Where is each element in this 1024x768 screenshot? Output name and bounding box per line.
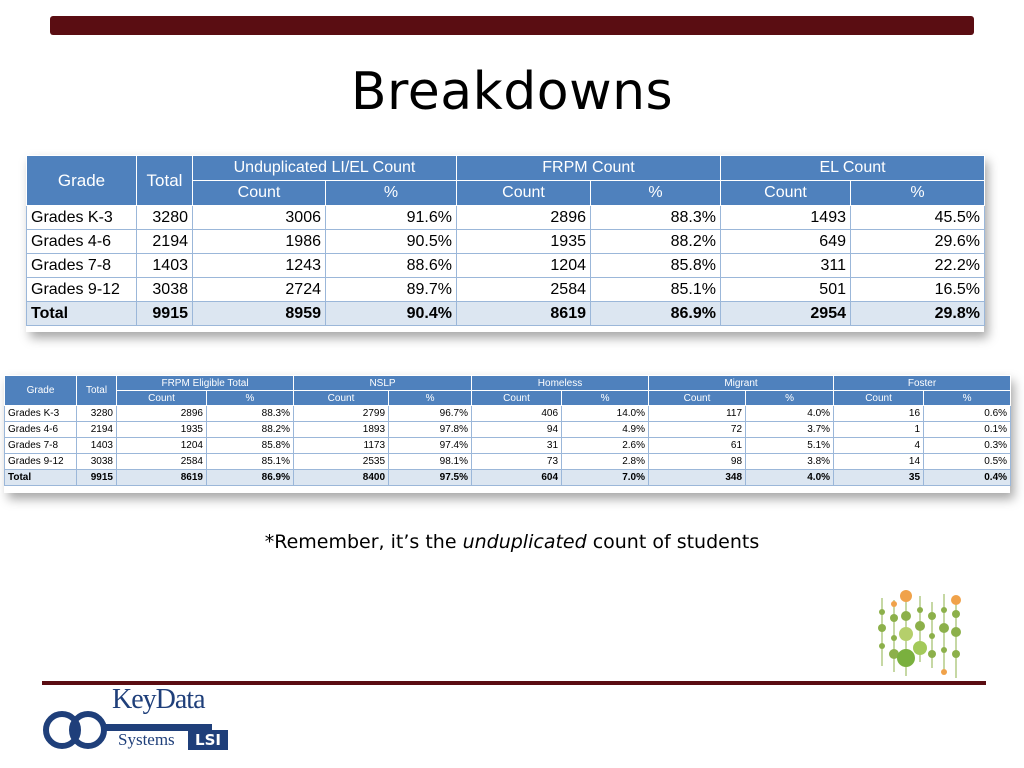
table-cell: 1 [834,422,924,438]
table-row [5,454,1011,470]
row-label-cell: Grades K-3 [27,206,137,230]
table-cell: 1243 [193,254,326,278]
table-cell: 85.8% [591,254,721,278]
table-cell: 117 [649,406,746,422]
table-cell: 0.4% [924,470,1011,486]
row-label-cell: Grades 9-12 [5,454,77,470]
table-cell: 406 [472,406,562,422]
sub-header-count: Count [457,181,591,206]
breakdown-table-primary-container [26,155,984,332]
top-accent-bar [50,16,974,35]
table-cell: 2724 [193,278,326,302]
total-header: Total [137,156,193,206]
table-cell: 1986 [193,230,326,254]
sub-header-count: Count [649,391,746,406]
table-total-row [5,470,1011,486]
sub-header-pct: % [746,391,834,406]
table-cell: 3280 [137,206,193,230]
logo-name: KeyData [112,684,205,715]
table-cell: 72 [649,422,746,438]
table-cell: 88.2% [207,422,294,438]
table-cell: 14 [834,454,924,470]
table-cell: 2535 [294,454,389,470]
table-cell: 1935 [457,230,591,254]
slide-title: Breakdowns [350,62,674,122]
table-cell: 86.9% [207,470,294,486]
footnote-prefix: *Remember, it’s the [264,531,463,553]
table-cell: 3038 [137,278,193,302]
table-cell: 61 [649,438,746,454]
table-cell: 14.0% [562,406,649,422]
table-cell: 311 [721,254,851,278]
row-label-cell: Grades 7-8 [5,438,77,454]
table-cell: 2584 [117,454,207,470]
table-cell: 2896 [117,406,207,422]
row-label-cell: Grades 4-6 [27,230,137,254]
group-header-homeless: Homeless [472,376,649,391]
table-cell: 31 [472,438,562,454]
table-cell: 1204 [457,254,591,278]
table-row [27,206,985,230]
keydata-logo [40,684,240,760]
logo-sub: Systems [118,730,175,749]
table-cell: 86.9% [591,302,721,326]
sub-header-pct: % [591,181,721,206]
table-cell: 88.3% [207,406,294,422]
table-cell: 1893 [294,422,389,438]
table-cell: 5.1% [746,438,834,454]
table-row [27,254,985,278]
table-cell: 3006 [193,206,326,230]
table-cell: 97.5% [389,470,472,486]
table-cell: 91.6% [326,206,457,230]
table-cell: 2584 [457,278,591,302]
table-cell: 29.6% [851,230,985,254]
table-cell: 3280 [77,406,117,422]
table-cell: 4.0% [746,406,834,422]
table-row [27,230,985,254]
group-header-frpm-eligible: FRPM Eligible Total [117,376,294,391]
table-cell: 0.3% [924,438,1011,454]
table-cell: 1493 [721,206,851,230]
table-cell: 1935 [117,422,207,438]
table-cell: 7.0% [562,470,649,486]
table-cell: 9915 [77,470,117,486]
table-cell: 0.6% [924,406,1011,422]
table-cell: 98 [649,454,746,470]
sub-header-pct: % [207,391,294,406]
footnote-emphasis: unduplicated [462,531,587,553]
table-cell: 2896 [457,206,591,230]
table-cell: 16.5% [851,278,985,302]
row-label-cell: Grades 9-12 [27,278,137,302]
row-label-cell: Total [5,470,77,486]
lsi-mark: LSI [188,730,228,750]
table-row [5,422,1011,438]
table-cell: 88.6% [326,254,457,278]
table-cell: 85.1% [591,278,721,302]
table-cell: 0.5% [924,454,1011,470]
table-cell: 88.3% [591,206,721,230]
table-cell: 73 [472,454,562,470]
table-cell: 2.6% [562,438,649,454]
sub-header-pct: % [851,181,985,206]
table-cell: 2194 [137,230,193,254]
sub-header-pct: % [562,391,649,406]
table-cell: 85.1% [207,454,294,470]
breakdown-table-primary [26,155,985,326]
grade-header: Grade [27,156,137,206]
sub-header-count: Count [117,391,207,406]
table-cell: 4.0% [746,470,834,486]
sub-header-count: Count [721,181,851,206]
row-label-cell: Total [27,302,137,326]
table-cell: 348 [649,470,746,486]
table-cell: 3038 [77,454,117,470]
table-cell: 45.5% [851,206,985,230]
table-cell: 4 [834,438,924,454]
table-cell: 8400 [294,470,389,486]
table1-body [27,206,985,326]
table-cell: 16 [834,406,924,422]
table-cell: 2799 [294,406,389,422]
group-header-nslp: NSLP [294,376,472,391]
sub-header-count: Count [834,391,924,406]
total-header: Total [77,376,117,406]
table-cell: 8959 [193,302,326,326]
group-header-foster: Foster [834,376,1011,391]
table-cell: 1403 [77,438,117,454]
group-header-migrant: Migrant [649,376,834,391]
table-cell: 97.8% [389,422,472,438]
table-cell: 96.7% [389,406,472,422]
table-cell: 35 [834,470,924,486]
group-header-frpm: FRPM Count [457,156,721,181]
table-cell: 2194 [77,422,117,438]
table-cell: 2954 [721,302,851,326]
sub-header-count: Count [472,391,562,406]
table-cell: 90.5% [326,230,457,254]
table-cell: 1403 [137,254,193,278]
table2-body [5,406,1011,486]
footnote-suffix: count of students [586,531,760,553]
breakdown-table-secondary-container [4,375,1010,493]
table-cell: 8619 [117,470,207,486]
table-row [27,278,985,302]
sub-header-pct: % [326,181,457,206]
table-cell: 1173 [294,438,389,454]
table-cell: 2.8% [562,454,649,470]
table-row [5,406,1011,422]
table-cell: 3.8% [746,454,834,470]
table-cell: 22.2% [851,254,985,278]
table-cell: 501 [721,278,851,302]
table-row [5,438,1011,454]
breakdown-table-secondary [4,375,1011,486]
table-cell: 88.2% [591,230,721,254]
table-cell: 604 [472,470,562,486]
table-cell: 649 [721,230,851,254]
row-label-cell: Grades 7-8 [27,254,137,278]
sub-header-pct: % [389,391,472,406]
group-header-unduplicated: Unduplicated LI/EL Count [193,156,457,181]
table-cell: 89.7% [326,278,457,302]
table-total-row [27,302,985,326]
group-header-el: EL Count [721,156,985,181]
table-cell: 9915 [137,302,193,326]
decorative-tree-graphic [868,588,978,680]
row-label-cell: Grades 4-6 [5,422,77,438]
grade-header: Grade [5,376,77,406]
table-cell: 98.1% [389,454,472,470]
table-cell: 1204 [117,438,207,454]
footnote [0,531,1024,553]
table-cell: 8619 [457,302,591,326]
table-cell: 85.8% [207,438,294,454]
table-cell: 97.4% [389,438,472,454]
sub-header-count: Count [294,391,389,406]
row-label-cell: Grades K-3 [5,406,77,422]
table-cell: 0.1% [924,422,1011,438]
sub-header-count: Count [193,181,326,206]
table-cell: 90.4% [326,302,457,326]
table-cell: 29.8% [851,302,985,326]
sub-header-pct: % [924,391,1011,406]
table-cell: 94 [472,422,562,438]
table-cell: 3.7% [746,422,834,438]
table-cell: 4.9% [562,422,649,438]
